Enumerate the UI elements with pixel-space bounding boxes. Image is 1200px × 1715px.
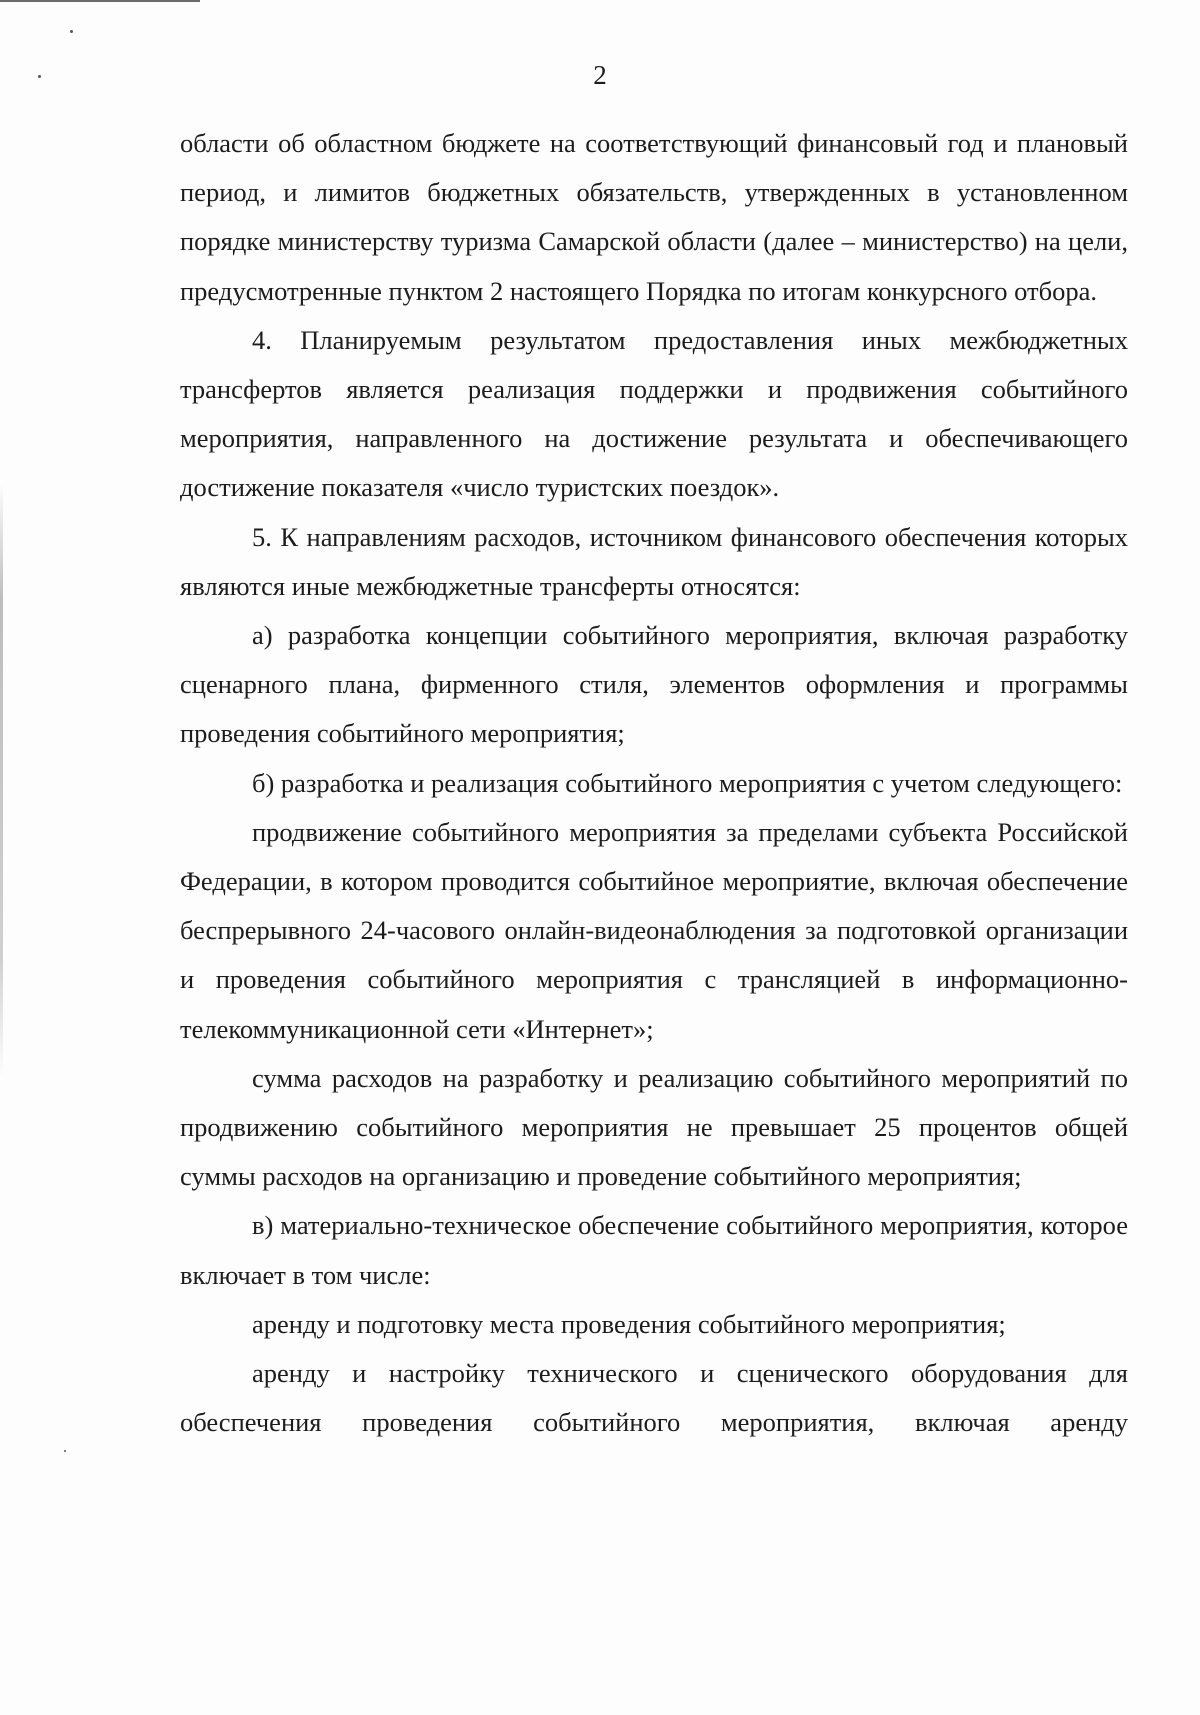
scan-speck — [64, 1450, 66, 1452]
paragraph-item-4: 4. Планируемым результатом предоставления иных межбюджетных трансфертов является реализация поддержки и продвижения событийного мероприятия, направленного на достижение результата и обеспечивающего достижение показателя «число туристских поездок». — [180, 324, 1128, 503]
paragraph-expense-limit: сумма расходов на разработку и реализацию событийного мероприятий по продвижению событийного мероприятия не превышает 25 процентов общей суммы расходов на организацию и проведение событийного мероприятия; — [180, 1062, 1128, 1192]
paragraph-subitem-b: б) разработка и реализация событийного мероприятия с учетом следующего: — [252, 767, 1123, 798]
paragraph-item-5: 5. К направлениям расходов, источником финансового обеспечения которых являются иные межбюджетные трансферты относятся: — [180, 521, 1128, 601]
paragraph-equipment-rental: аренду и настройку технического и сценического оборудования для обеспечения проведения событийного мероприятия, включая аренду — [180, 1358, 1128, 1438]
scan-edge-top — [0, 0, 200, 2]
paragraph-subitem-v: в) материально-техническое обеспечение событийного мероприятия, которое включает в том числе: — [180, 1210, 1128, 1290]
paragraph-subitem-a: а) разработка концепции событийного мероприятия, включая разработку сценарного плана, фирменного стиля, элементов оформления и программы проведения событийного мероприятия; — [180, 620, 1128, 749]
document-body — [180, 119, 1128, 1447]
paragraph-venue-rental: аренду и подготовку места проведения событийного мероприятия; — [252, 1308, 1006, 1339]
scan-speck — [70, 30, 73, 33]
paragraph-continuation: области об областном бюджете на соответствующий финансовый год и плановый период, и лимитов бюджетных обязательств, утвержденных в установленном порядке министерству туризма Самарской области (далее – министерство) на цели, предусмотренные пунктом 2 настоящего Порядка по итогам конкурсного отбора. — [180, 128, 1128, 306]
paragraph-promotion: продвижение событийного мероприятия за пределами субъекта Российской Федерации, в котором проводится событийное мероприятие, включая обеспечение беспрерывного 24-часового онлайн-видеонаблюдения за подготовкой организации и проведения событийного мероприятия с трансляцией в информационно-телекоммуникационной сети «Интернет»; — [180, 816, 1128, 1044]
page-number: 2 — [593, 60, 607, 90]
scan-edge-left — [0, 480, 3, 1080]
